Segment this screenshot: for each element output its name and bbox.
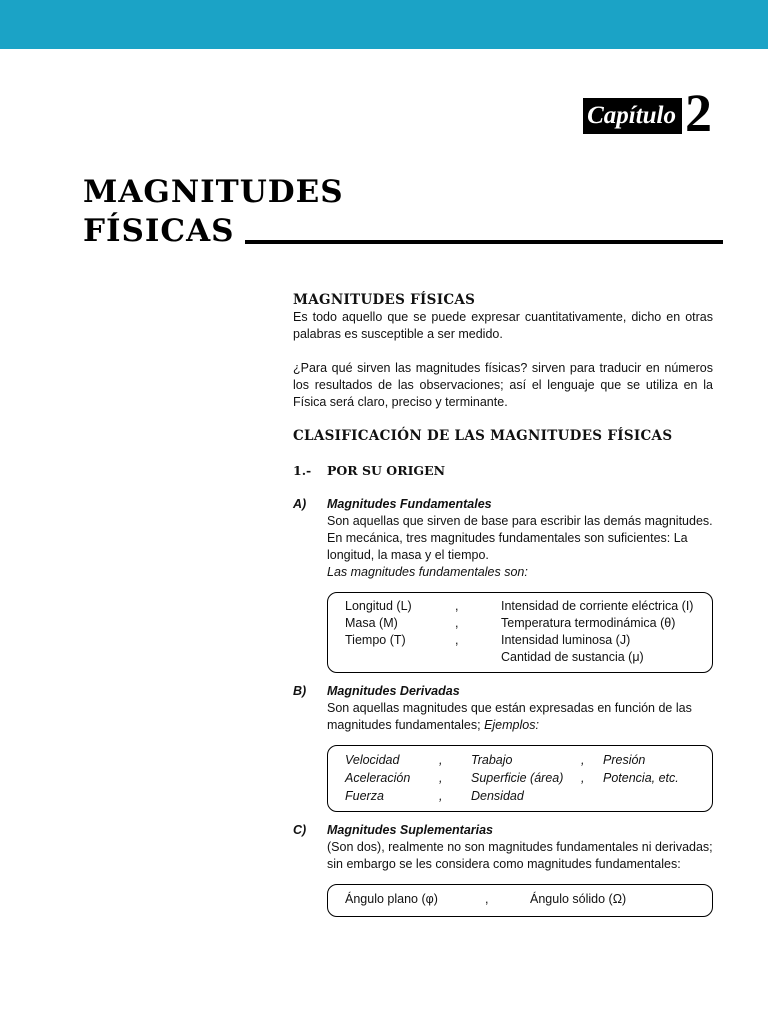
list-item: Fuerza , Densidad [345,789,524,803]
subheading-origin: 1.- POR SU ORIGEN [293,463,446,478]
title-line2: FÍSICAS [83,213,235,249]
item-text-suplementarias: (Son dos), realmente no son magnitudes fundamentales ni derivadas; sin embargo se les considera como magnitudes fundamentales: [327,840,713,871]
list-item: Tiempo (T) , Intensidad luminosa (J) [345,633,631,647]
section-heading-magnitudes: MAGNITUDES FÍSICAS [293,292,476,308]
list-item: Longitud (L) , Intensidad de corriente eléctrica (I) [345,599,694,613]
item-note-fundamentales: Las magnitudes fundamentales son: [327,565,528,579]
list-item: Aceleración , Superficie (área) , Potencia, etc. [345,771,679,785]
item-title-fundamentales: A) Magnitudes Fundamentales [293,497,492,511]
item-text-derivadas: Son aquellas magnitudes que están expresadas en función de las magnitudes fundamentales; Ejemplos: [327,701,692,732]
fundamentales-box [327,592,713,673]
list-item: Ángulo plano (φ) , Ángulo sólido (Ω) [345,892,627,906]
page-title [83,173,723,251]
paragraph-purpose: ¿Para qué sirven las magnitudes físicas? sirven para traducir en números los resultados de las observaciones; así el lenguaje que se utiliza en la Física será claro, preciso y terminante. [293,361,713,409]
section-heading-classification: CLASIFICACIÓN DE LAS MAGNITUDES FÍSICAS [293,428,673,444]
derivadas-box [327,745,713,812]
top-banner [0,0,768,49]
chapter-number: 2 [685,83,712,143]
title-line1: MAGNITUDES [83,174,344,210]
chapter-label: Capítulo [583,98,682,134]
item-text-fundamentales: Son aquellas que sirven de base para escribir las demás magnitudes. En mecánica, tres magnitudes fundamentales son suficientes: La longitud, la masa y el tiempo. [327,514,713,562]
list-item: Cantidad de sustancia (μ) [501,650,644,664]
chapter-badge [583,83,712,143]
title-rule [245,240,723,244]
item-title-derivadas: B) Magnitudes Derivadas [293,684,460,698]
list-item: Velocidad , Trabajo , Presión [345,753,646,767]
body-content [293,292,713,927]
suplementarias-box [327,884,713,917]
paragraph-definition: Es todo aquello que se puede expresar cuantitativamente, dicho en otras palabras es susceptible a ser medido. [293,310,713,341]
item-title-suplementarias: C) Magnitudes Suplementarias [293,823,494,837]
list-item: Masa (M) , Temperatura termodinámica (θ) [345,616,676,630]
